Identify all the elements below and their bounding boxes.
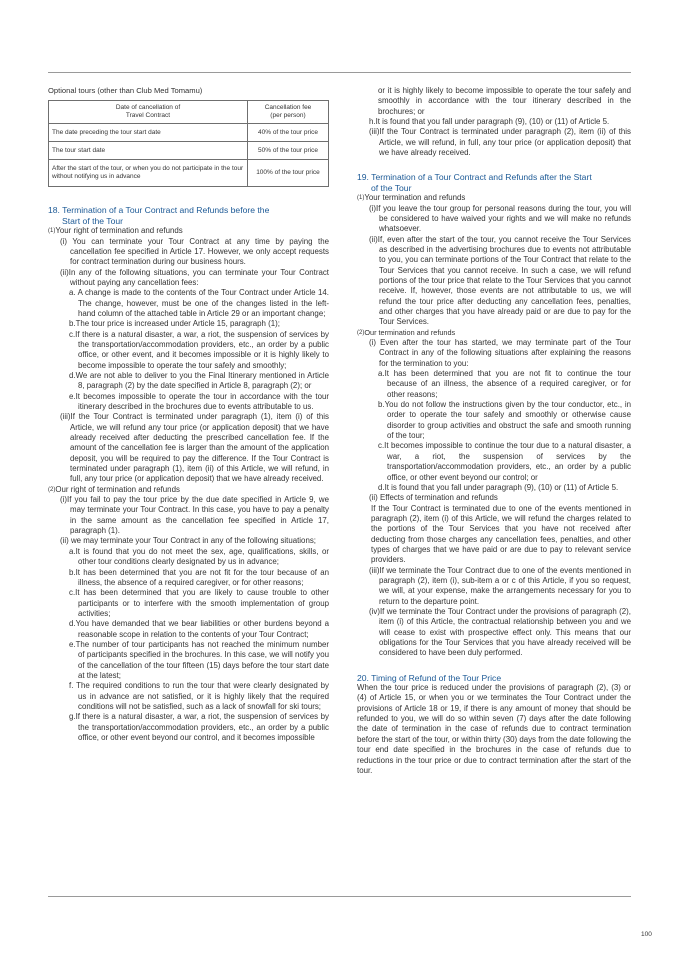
section-18-subitem-a: a. A change is made to the contents of the Tour Contract under Article 14. The change, however, must be one of the changes listed in the left-hand column of the attached table in Article 29 or an important change; [69,288,329,318]
section-18-heading [48,205,329,226]
top-rule [48,72,631,73]
section-19-heading-line-2: of the Tour [371,182,412,193]
para-label: (1) [48,228,56,235]
section-18-p2-subitem-e: e.The number of tour participants has not reached the minimum number of participants specified in the brochures. In this case, we will notify you of the cancellation of the tour fifteen (15) days before the tour start date at the latest; [69,639,329,680]
section-18-subitem-d: d.We are not able to deliver to you the Final Itinerary mentioned in Article 8, paragraph (2) by the date specified in Article 8, paragraph (2); or [69,370,329,391]
section-18-subitem-e: e.It becomes impossible to operate the tour in accordance with the tour itinerary described in the brochures due to events attributable to us. [69,391,329,411]
table-header-date [49,101,248,124]
section-19-p2-item-iii: (iii)If we terminate the Tour Contract due to one of the events mentioned in paragraph (2), item (i), sub-item a or c of this Article, if you so request, we will, at your expense, make the arrangements necessary for you to return to the departure point. [369,565,631,606]
section-18-item-ii: (ii)In any of the following situations, you can terminate your Tour Contract without paying any cancellation fees: [60,267,329,287]
section-20-heading: 20. Timing of Refund of the Tour Price [357,672,502,683]
table-header-fee [248,101,329,124]
section-20-body: When the tour price is reduced under the provisions of paragraph (2), (3) or (4) of Article 15, or when you or we terminates the Tour Contract under the provisions of Article 18 or 19, if there is any amount of money that should be refunded to you, we will do so within seven (7) days after the date following the date of termination in the case of refunds due to contract termination before the start of the tour, or within thirty (30) days from the date following the tour end date specified in the brochures in the case of refunds due to reductions in the tour price or due to contract termination after the start of the tour. [357,683,631,775]
table-row [49,142,329,160]
table-cell-fee: 100% of the tour price [248,160,329,187]
section-18-item-iii: (iii)If the Tour Contract is terminated under paragraph (1), item (i) of this Article, we will refund any tour price (or application deposit) that we have already received after deducting the prescribed cancellation fee. If the amount of the cancellation fee is larger than the amount of the application deposit, you will be required to pay the difference. If the Tour Contract is terminated under paragraph (1), item (ii) of this Article, we will refund, in full, any tour price (or application deposit) that we have already received. [60,412,329,484]
section-19-p2-item-iv: (iv)If we terminate the Tour Contract under the provisions of paragraph (2), item (i) of this Article, the contractual relationship between you and we will cease to exist with prospective effect only. This means that our obligations for the Tour Services that you have already received will be considered to have been duly performed. [369,606,631,658]
section-18-p2-subitem-d: d.You have demanded that we bear liabilities or other burdens beyond a reasonable scope in relation to the contents of your Tour Contract; [69,619,329,639]
para-title: Your right of termination and refunds [55,226,183,236]
section-19-p2-item-i: (i) Even after the tour has started, we may terminate part of the Tour Contract in any of the following situations after explaining the reasons for the termination to you: [369,338,631,368]
section-18-heading-line-2: Start of the Tour [62,215,123,226]
para-title: Our termination and refunds [364,327,456,337]
section-18-item-i: (i) You can terminate your Tour Contract at any time by paying the cancellation fee specified in Article 17. However, we only accept requests for contract termination during our business hours. [60,236,329,267]
table-cell-date: After the start of the tour, or when you do not participate in the tour without notifying us in advance [49,160,248,187]
table-cell-date: The date preceding the tour start date [49,124,248,142]
section-18-p2-item-i: (i)If you fail to pay the tour price by the due date specified in Article 9, we may terminate your Tour Contract. In this case, you have to pay a penalty in the same amount as the cancellation fee specified in Article 17, paragraph (1). [60,495,329,536]
table-cell-fee: 50% of the tour price [248,142,329,160]
section-18-para-1-title [48,226,329,236]
section-19-p2-item-ii-body: If the Tour Contract is terminated due to one of the events mentioned in paragraph (2), item (i) of this Article, we will refund the charges related to the portions of the Tour Services that you have not received after deducting from those charges any cancellation fees, penalties, and other types of charges that we have paid or are due to pay to relevant service providers. [371,503,631,565]
section-18-p2-item-ii: (ii) we may terminate your Tour Contract in any of the following situations; [60,536,316,546]
para-label: (1) [357,195,365,202]
section-19-p2-subitem-d: d.It is found that you fall under paragraph (9), (10) or (11) of Article 5. [378,482,619,492]
section-19-heading-line-1: 19. Termination of a Tour Contract and Refunds after the Start [357,172,592,183]
table-cell-fee: 40% of the tour price [248,124,329,142]
para-label: (2) [357,329,365,336]
table-header-row [49,101,329,124]
section-18-p2-subitem-g-continued: or it is highly likely to become impossible to operate the tour safely and smoothly in accordance with the tour itinerary described in the brochures; or [378,86,631,116]
section-19-p2-item-ii: (ii) Effects of termination and refunds [369,493,498,503]
bottom-rule [48,896,631,897]
section-18-subitem-b: b.The tour price is increased under Article 15, paragraph (1); [69,319,280,329]
cancellation-fee-table [48,100,329,187]
section-19-p2-subitem-a: a.It has been determined that you are not fit to continue the tour because of an illness, the absence of a required caregiver, or for other reasons; [378,369,631,399]
table-row [49,124,329,142]
para-label: (2) [48,486,56,493]
section-18-p2-subitem-b: b.It has been determined that you are not fit for the tour because of an illness, the absence of a required caregiver, or for other reasons; [69,567,329,587]
section-18-p2-subitem-a: a.It is found that you do not meet the sex, age, qualifications, skills, or other tour conditions clearly designated by us in advance; [69,546,329,567]
section-19-para-2-title [357,328,631,338]
table-caption: Optional tours (other than Club Med Tomamu) [48,86,203,95]
para-title: Our right of termination and refunds [55,484,180,494]
section-19-p2-subitem-c: c.It becomes impossible to continue the tour due to a natural disaster, a war, a riot, the suspension of services by the transportation/accommodation providers, etc., an order by a public office, or other event beyond our control; or [378,441,631,482]
section-18-p2-subitem-c: c.It has been determined that you are likely to cause trouble to other participants or to interfere with the smooth implementation of group activities; [69,588,329,618]
section-18-subitem-c: c.If there is a natural disaster, a war, a riot, the suspension of services by the transportation/accommodation providers, etc., an order by a public office, or other event, and it becomes impossible or it is highly likely to become impossible to operate the tour safely and smoothly; [69,329,329,370]
section-18-p2-subitem-h: h.It is found that you fall under paragraph (9), (10) or (11) of Article 5. [369,117,610,127]
section-18-p2-subitem-g: g.If there is a natural disaster, a war, a riot, the suspension of services by the transportation/accommodation providers, etc., an order by a public office, or other event beyond our control, and it becomes impossible [69,712,329,742]
left-column [48,86,329,743]
table-row [49,160,329,187]
section-19-p2-subitem-b: b.You do not follow the instructions given by the tour conductor, etc., in order to operate the tour safely and smoothly or otherwise cause disorder to group activities and obstruct the safe and smooth running of the tour; [378,400,631,441]
section-18-heading-line-1: 18. Termination of a Tour Contract and Refunds before the [48,205,270,216]
right-column [357,86,631,776]
section-18-p2-item-iii: (iii)If the Tour Contract is terminated under paragraph (2), item (ii) of this Article, we will refund, in full, any tour price (or application deposit) that we have already received. [369,127,631,158]
table-cell-date: The tour start date [49,142,248,160]
section-19-item-i: (i)If you leave the tour group for personal reasons during the tour, you will be considered to have waived your rights and we will make no refunds whatsoever. [369,203,631,234]
section-19-para-1-title [357,193,631,203]
page-number: 100 [641,931,652,938]
section-19-item-ii: (ii)If, even after the start of the tour, you cannot receive the Tour Services as described in the advertising brochures due to events not attributable to you, you can terminate portions of the Tour Contract that relate to the Tour Services that you cannot receive. In such a case, we will refund portions of the tour price that relate to the Tour Services that you cannot receive. If, however, those events are not attributable to us, we will refund the tour price after deducting any cancellation fees, penalties, and other charges that you have already paid or are due to pay for the Tour Services. [369,234,631,327]
section-18-p2-subitem-f: f. The required conditions to run the tour that were clearly designated by us in advance are not satisfied, or it is highly likely that the required conditions will not be satisfied, such as a lack of snowfall for ski tours; [69,681,329,711]
table-header-date-text: Date of cancellation of Travel Contract [115,104,181,120]
table-header-fee-text: Cancellation fee (per person) [264,104,312,120]
section-19-heading [357,172,631,193]
section-18-para-2-title [48,485,329,495]
para-title: Your termination and refunds [364,193,466,203]
